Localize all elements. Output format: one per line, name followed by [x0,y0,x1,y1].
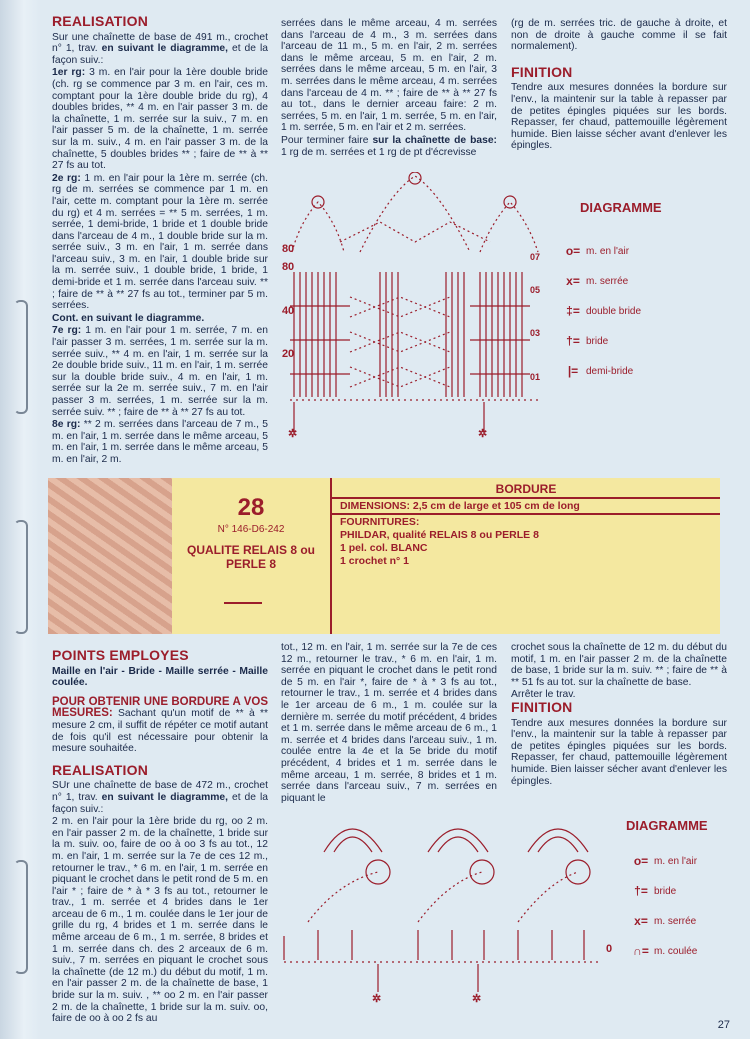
paragraph: 1er rg: 3 m. en l'air pour la 1ère double bride (ch. rg se commence par 3 m. en l'air, ces m. comptant pour la 1ère double bride du rg), 4 doubles brides, ** 4 m. en l'air passer 3 m. de la chaînette, 1 m. serrée sur la suiv., 7 m. en l'air passer 5 m. de la chaînette, 1 m. serrée sur la m. suiv., 4 m. en l'air passer 3 m. de la chaînette, 5 doubles brides ** ; faire de ** à ** 27 fs au tot. [52,67,268,172]
material-yarn: PHILDAR, qualité RELAIS 8 ou PERLE 8 [340,529,539,541]
diagram-title: DIAGRAMME [580,200,662,215]
row-number: 4 [282,305,289,317]
dimensions: DIMENSIONS: 2,5 cm de large et 105 cm de long [332,499,720,515]
x-mark: ✲ [372,993,382,1005]
pattern-number: 28 [237,494,265,521]
section-title: REALISATION [52,761,149,778]
double-crochet-icon: †= [566,334,580,348]
top-column-1 [52,13,268,467]
section-title: FINITION [511,698,573,715]
chain-arcs [350,297,450,387]
lace-photo [48,478,172,634]
paragraph: SUr une chaînette de base de 472 m., crochet n° 1, trav. en suivant le diagramme, et de la façon suiv.: [52,780,268,815]
row-number: 0 [288,261,295,273]
x-mark: ✲ [478,428,488,440]
stitch-row [284,930,584,960]
paragraph: Tendre aux mesures données la bordure sur l'env., la maintenir sur la table à repasser par de petites épingles piquées sur les bords. Repasser, fer chaud, pattemouille légèrement humide. Bien laisse sécher avant d'enlever les épingles. [511,82,727,152]
legend-item: o= m. en l'air [560,244,641,258]
pattern-reference: N° 146-D6-242 [217,524,285,535]
row-number: 03 [530,328,541,338]
paragraph: (rg de m. serrées tric. de gauche à droite, et non de droite à gauche comme il se fait normalement). [511,18,727,53]
row-number: 8 [282,243,289,255]
slip-stitch-icon: ∩= [633,944,649,958]
diagram-legend [628,854,697,974]
paragraph: Arrêter le trav. [511,689,576,701]
row-number: 2 [282,348,289,360]
paragraph: Sur une chaînette de base de 491 m., crochet n° 1, trav. en suivant le diagramme, et de la façon suiv.: [52,31,268,66]
treble-icon: ‡= [566,304,580,318]
section-title: POINTS EMPLOYES [52,647,189,663]
legend-item: †= bride [560,334,641,348]
binder-ring [14,860,28,974]
materials-heading: FOURNITURES: [340,516,420,528]
row-number: 0 [606,943,613,955]
bottom-crochet-diagram [278,812,618,1008]
pattern-quality: QUALITE RELAIS 8 ou PERLE 8 [186,543,315,571]
x-mark: ✲ [472,993,482,1005]
row-number: 05 [530,285,541,295]
legend-item: o= m. en l'air [628,854,697,868]
single-crochet-icon: x= [634,914,648,928]
picot-crowns [292,172,538,252]
crochet-hook-icon [224,602,262,604]
paragraph: POUR OBTENIR UNE BORDURE A VOS MESURES: Sachant qu'un motif de ** à ** mesure 2 cm, il suffit de répéter ce motif autant de fois qu'il est nécessaire pour obtenir la mesure souhaitée. [52,695,268,755]
diagram-legend [560,244,641,394]
paragraph: 7e rg: 1 m. en l'air pour 1 m. serrée, 7 m. en l'air passer 3 m. serrées, 1 m. serrée sur la m. serrée suiv., ** 4 m. en l'air, 1 m. serrée sur la 2e double bride suiv., 11 m. en l'air, 1 m. serrée sur la double bride suiv., 4 m. en l'air, 1 m. serrée sur la 2e m. serrée suiv., 7 m. en l'air passer 3 m. serrées, 1 m. serrée sur la m. serrée suiv. ** ; faire de ** à ** 27 fs au tot. [52,325,268,418]
row-number: 0 [288,348,295,360]
top-crochet-diagram [280,172,550,452]
section-title: FINITION [511,63,573,80]
row-number: 0 [288,305,295,317]
paragraph: crochet sous la chaînette de 12 m. du début du motif, 1 m. en l'air passer 2 m. de la chaînette de base, 1 bride sur la m. suiv. ** ; faire de ** à ** 51 fs au tot. sur la chaînette de base. [511,642,727,688]
double-crochet-icon: †= [634,884,648,898]
single-crochet-icon: x= [566,274,580,288]
row-number: 0 [288,243,295,255]
paragraph: Tendre aux mesures données la bordure sur l'env., la maintenir sur la table à repasser par de petites épingles piquées sur les bords. Repasser, fer chaud, pattemouille légèrement humide. Bien laisser sécher avant d'enlever les épingles. [511,717,727,787]
paragraph: tot., 12 m. en l'air, 1 m. serrée sur la 7e de ces 12 m., retourner le trav., * 6 m. en l'air, 1 m. serrée en piquant le crochet dans le petit rond de 5 m. en l'air *, faire de * à * 3 fs au tot., retourner le trav., 1 m. serrée et 4 brides dans le 1er arceau de 6 m., 1 m. coulée sur la dernière m. serrée du motif précédent, 4 brides et 1 m. serrée dans le même arceau de 6 m., 1 m. serrée et 4 brides dans l'arceau suiv., 1 m. coulée entre la 4e et la 5e bride du motif précédent, 4 brides et 1 m. serrée dans le même arceau, 1 m. serrée, 8 brides et 1 m. serrée dans l'arceau suiv., 7 m. serrées en piquant le [281,642,497,804]
legend-item: ‡= double bride [560,304,641,318]
page-number: 27 [717,1019,730,1031]
section-title: REALISATION [52,13,149,29]
pointer-stems [378,964,478,992]
legend-item: x= m. serrée [628,914,697,928]
legend-item: †= bride [628,884,697,898]
paragraph: Pour terminer faire sur la chaînette de base: 1 rg de m. serrées et 1 rg de pt d'écrevisse [281,134,497,158]
row-number: 8 [282,261,289,273]
bottom-column-3 [511,642,727,788]
paragraph: Maille en l'air - Bride - Maille serrée - Maille coulée. [52,665,268,689]
chain-icon: o= [633,854,649,868]
pattern-card [48,478,720,634]
top-column-2 [281,18,497,159]
top-column-3 [511,18,727,153]
paragraph: 2 m. en l'air pour la 1ère bride du rg, oo 2 m. en l'air passer 2 m. de la chaînette, 1 bride sur la m. suiv. oo, faire de oo à oo 3 fs au tot., 12 m. en l'air, 1 m. serrée sur la 7e de ces 12 m., retourner le trav., * 6 m. en l'air, 1 m. serrée en piquant le crochet dans le petit rond de 5 m. en l'air * ; faire de * à * 3 fs au tot., retourner le trav., 1 m. serrée et 4 brides dans le 1er arceau de 6 m., 1 m. coulée dans le 1er jour de grille du rg, 4 brides et 1 m. serrée dans le même arceau de 6 m., 1 m. serrée, 8 brides et 1 m. serrée dans ch. des 2 arceaux de 6 m. suiv., 7 m. serrées en piquant le crochet sous la chaînette (de 12 m.) du début du motif, 1 m. en l'air passer 2 m. de la chaînette de base, 1 bride sur la m. suiv. , ** oo 2 m. en l'air passer 2 m. de la chaînette, 1 bride sur la m. suiv. oo, faire de oo à oo 2 fs au [52,816,268,1025]
fan-motifs [308,829,590,922]
legend-item: |= demi-bride [560,364,641,378]
bottom-column-1 [52,647,268,1026]
diagram-title: DIAGRAMME [626,818,708,833]
legend-item: ∩= m. coulée [628,944,697,958]
pattern-info [332,482,720,568]
paragraph: 2e rg: 1 m. en l'air pour la 1ère m. serrée (ch. rg de m. serrées se commence par 1 m. en l'air, cette m. comptant pour la 1ère m. serrée du rg) et 4 m. serrées = ** 5 m. serrées, 1 m. serrée, 1 demi-bride, 1 bride et 1 double bride dans l'arceau de 4 m., 1 double bride sur la m. serrée suiv., 3 m. en l'air, 1 m. serrée dans l'arceau suiv., 3 m. en l'air, 1 double bride sur la m. serrée suiv., 1 double bride, 1 bride, 1 demi-bride et 1 m. serrée dans l'arceau suiv. ** ; faire de ** à ** 27 fs au tot., terminer par 5 m. serrées. [52,172,268,312]
info-heading: BORDURE [332,482,720,499]
half-double-icon: |= [567,364,579,378]
bottom-column-2 [281,642,497,805]
row-number: 01 [530,372,541,382]
material-ball: 1 pel. col. BLANC [340,542,428,554]
material-hook: 1 crochet n° 1 [340,555,409,567]
legend-item: x= m. serrée [560,274,641,288]
pattern-number-block [172,478,332,634]
paragraph: serrées dans le même arceau, 4 m. serrées dans l'arceau de 4 m., 3 m. serrées dans l'arceau de 11 m., 5 m. en l'air, 2 m. serrées dans le même arceau, 5 m. en l'air, 2 m. serrées dans le même arceau, 5 m. en l'air, 3 m. serrées dans le même arceau, 4 m. serrées dans l'arceau de 4 m. ** ; faire de ** à ** 27 fs au tot., dans le dernier arceau faire: 2 m. serrées, 5 m. en l'air, 1 m. serrée, 5 m. en l'air, 1 m. serrée, 5 m. en l'air et 2 m. serrées. [281,18,497,134]
stitch-columns [290,272,530,397]
binder-ring [14,520,28,634]
binder-ring [14,300,28,414]
paragraph: 8e rg: ** 2 m. serrées dans l'arceau de 7 m., 5 m. en l'air, 1 m. serrée dans le même arceau, 5 m. en l'air, 1 m. serrée dans le même arceau, 5 m. en l'air, 2 m. [52,419,268,465]
x-mark: ✲ [288,428,298,440]
chain-icon: o= [565,244,581,258]
pointer-stems [294,402,484,432]
row-number: 07 [530,252,541,262]
paragraph: Cont. en suivant le diagramme. [52,312,205,324]
